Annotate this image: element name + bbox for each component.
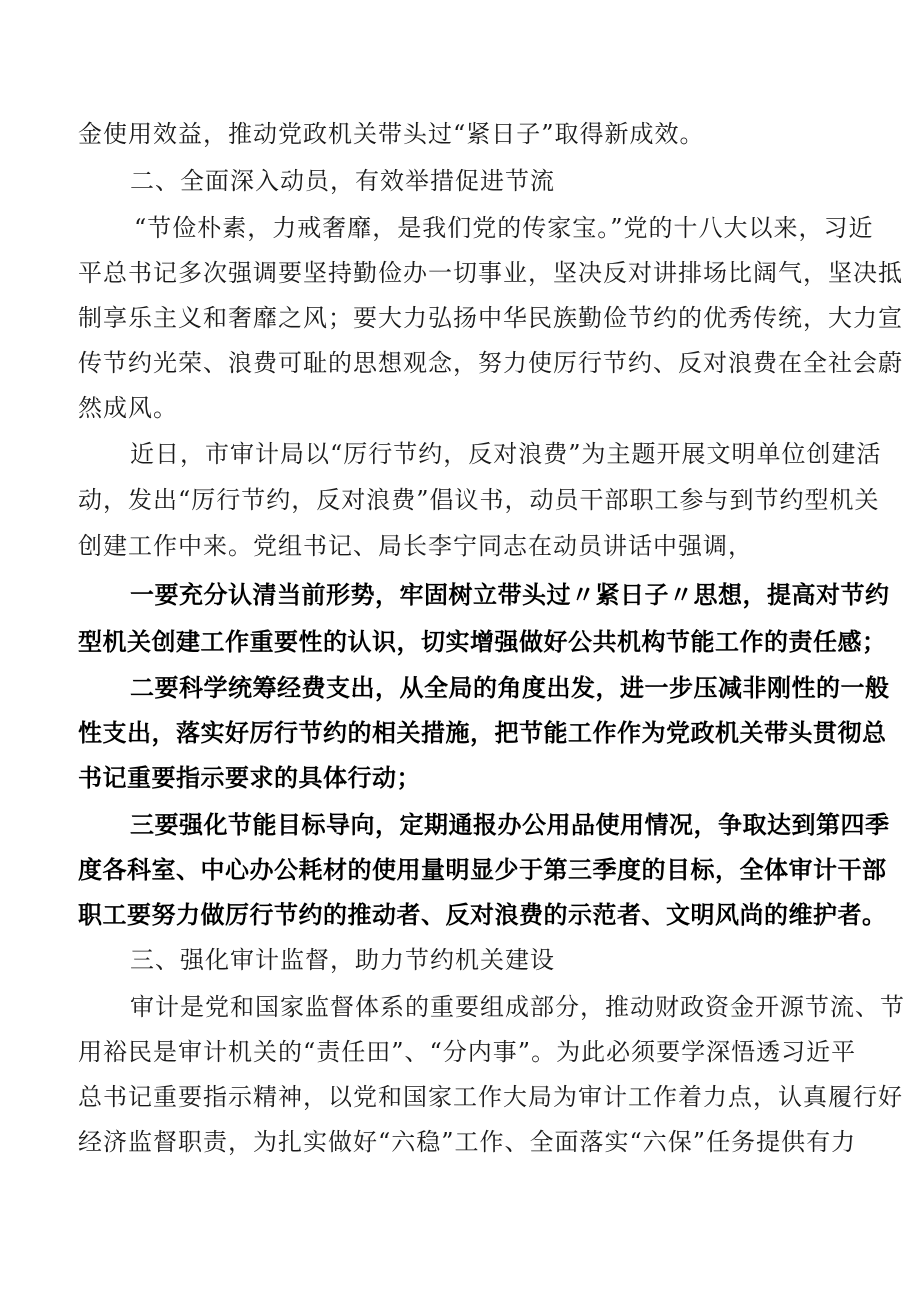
section-heading: 二、全面深入动员，有效举措促进节流 bbox=[130, 167, 555, 195]
paragraph-line: 平总书记多次强调要坚持勤俭办一切事业，坚决反对讲排场比阔气，坚决抵 bbox=[78, 259, 903, 287]
bold-paragraph-line: 书记重要指示要求的具体行动； bbox=[78, 764, 421, 792]
bold-paragraph-line: 三要强化节能目标导向，定期通报办公用品使用情况，争取达到第四季 bbox=[130, 811, 890, 839]
bold-paragraph-line: 型机关创建工作重要性的认识，切实增强做好公共机构节能工作的责任感； bbox=[78, 628, 887, 656]
paragraph-line: 总书记重要指示精神，以党和国家工作大局为审计工作着力点，认真履行好 bbox=[78, 1083, 903, 1111]
paragraph-line: 制享乐主义和奢靡之风；要大力弘扬中华民族勤俭节约的优秀传统，大力宣 bbox=[78, 304, 903, 332]
paragraph-line: 然成风。 bbox=[78, 394, 178, 422]
paragraph-line: “节俭朴素，力戒奢靡，是我们党的传家宝。”党的十八大以来，习近 bbox=[134, 214, 874, 242]
paragraph-line: 审计是党和国家监督体系的重要组成部分，推动财政资金开源节流、节 bbox=[130, 993, 905, 1021]
section-heading: 三、强化审计监督，助力节约机关建设 bbox=[130, 946, 555, 974]
body-line: 金使用效益，推动党政机关带头过“紧日子”取得新成效。 bbox=[78, 120, 705, 148]
paragraph-line: 用裕民是审计机关的“责任田”、“分内事”。为此必须要学深悟透习近平 bbox=[78, 1038, 857, 1066]
paragraph-line: 创建工作中来。党组书记、局长李宁同志在动员讲话中强调， bbox=[78, 532, 753, 560]
paragraph-line: 动，发出“厉行节约，反对浪费”倡议书，动员干部职工参与到节约型机关 bbox=[78, 486, 880, 514]
paragraph-line: 近日，市审计局以“厉行节约，反对浪费”为主题开展文明单位创建活 bbox=[130, 440, 882, 468]
bold-paragraph-line: 性支出，落实好厉行节约的相关措施，把节能工作作为党政机关带头贯彻总 bbox=[78, 719, 887, 747]
bold-paragraph-line: 二要科学统筹经费支出，从全局的角度出发，进一步压减非刚性的一般 bbox=[130, 674, 890, 702]
bold-paragraph-line: 一要充分认清当前形势，牢固树立带头过〃紧日子〃思想，提高对节约 bbox=[130, 581, 890, 609]
paragraph-line: 经济监督职责，为扎实做好“六稳”工作、全面落实“六保”任务提供有力 bbox=[78, 1128, 857, 1156]
bold-paragraph-line: 职工要努力做厉行节约的推动者、反对浪费的示范者、文明风尚的维护者。 bbox=[78, 901, 887, 929]
paragraph-line: 传节约光荣、浪费可耻的思想观念，努力使厉行节约、反对浪费在全社会蔚 bbox=[78, 349, 903, 377]
bold-paragraph-line: 度各科室、中心办公耗材的使用量明显少于第三季度的目标，全体审计干部 bbox=[78, 856, 887, 884]
